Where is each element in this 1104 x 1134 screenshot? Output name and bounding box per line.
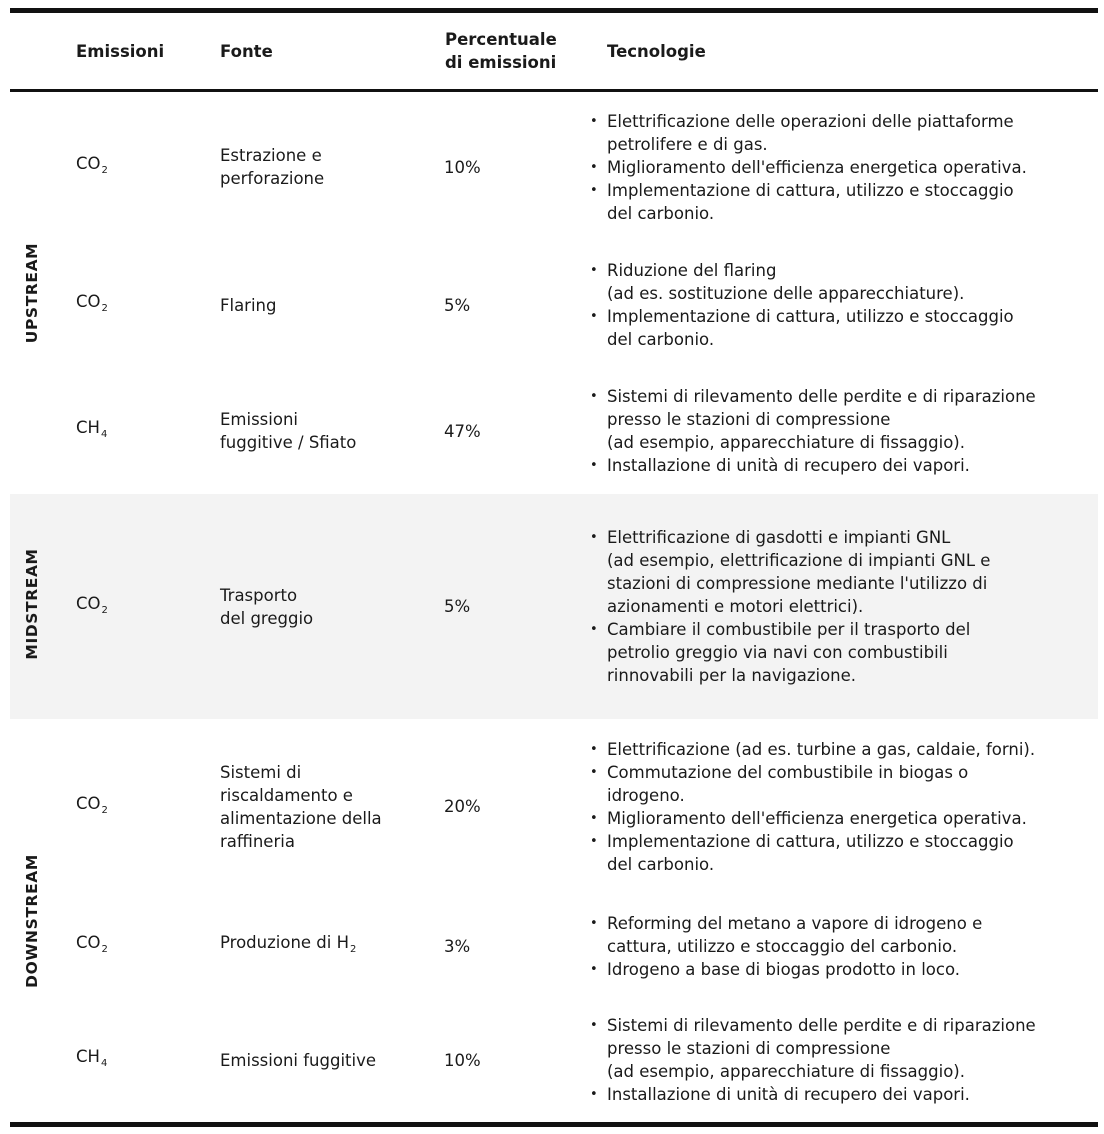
source-cell: Emissioni fuggitive bbox=[220, 1050, 377, 1070]
source-cell: Trasporto del greggio bbox=[220, 585, 314, 628]
technologies-list bbox=[584, 912, 982, 981]
section-label-text: UPSTREAM bbox=[23, 242, 41, 344]
technologies-list bbox=[584, 259, 1014, 351]
technologies-list bbox=[584, 110, 1027, 225]
gas-formula: $CO_2$ bbox=[76, 292, 108, 314]
percent-cell: 3% bbox=[444, 936, 471, 956]
emission-cell bbox=[76, 494, 206, 719]
percent-cell: 10% bbox=[444, 157, 481, 177]
list-item: • Implementazione di cattura, utilizzo e stoccaggio del carbonio. bbox=[584, 305, 1014, 351]
list-item: • Implementazione di cattura, utilizzo e stoccaggio del carbonio. bbox=[584, 179, 1027, 225]
technologies-cell bbox=[584, 894, 1098, 998]
technologies-cell bbox=[584, 92, 1098, 242]
header-percentage-line1: Percentuale bbox=[445, 30, 557, 49]
table-row bbox=[10, 368, 1098, 494]
section-downstream bbox=[10, 719, 1098, 1122]
list-item: • Implementazione di cattura, utilizzo e stoccaggio del carbonio. bbox=[584, 830, 1035, 876]
technologies-cell bbox=[584, 998, 1098, 1122]
emission-cell bbox=[76, 368, 206, 494]
table-row bbox=[10, 494, 1098, 719]
section-label-text: DOWNSTREAM bbox=[23, 854, 41, 988]
technologies-cell bbox=[584, 242, 1098, 368]
source-cell bbox=[220, 894, 430, 998]
table-header bbox=[0, 13, 1104, 89]
header-technologies: Tecnologie bbox=[607, 42, 706, 61]
list-item: • Reforming del metano a vapore di idrogeno e cattura, utilizzo e stoccaggio del carbonio. bbox=[584, 912, 982, 958]
header-percentage-line2: di emissioni bbox=[445, 53, 557, 72]
gas-formula: $CO_2$ bbox=[76, 933, 108, 955]
technologies-cell bbox=[584, 494, 1098, 719]
bottom-rule bbox=[10, 1122, 1098, 1127]
source-cell: Emissioni fuggitive / Sfiato bbox=[220, 410, 357, 452]
list-item: • Elettrificazione (ad es. turbine a gas, caldaie, forni). bbox=[584, 738, 1035, 761]
list-item: • Sistemi di rilevamento delle perdite e di riparazione presso le stazioni di compressione (ad esempio, apparecchiature di fissaggio). bbox=[584, 1014, 1036, 1083]
section-midstream bbox=[10, 494, 1098, 719]
list-item: • Riduzione del flaring (ad es. sostituzione delle apparecchiature). bbox=[584, 259, 1014, 305]
table-row bbox=[10, 719, 1098, 894]
technologies-list bbox=[584, 526, 990, 687]
list-item: • Miglioramento dell'efficienza energetica operativa. bbox=[584, 156, 1027, 179]
gas-formula: $CO_2$ bbox=[76, 154, 108, 176]
technologies-cell bbox=[584, 719, 1098, 894]
table-row bbox=[10, 92, 1098, 242]
percent-cell: 47% bbox=[444, 421, 481, 441]
emission-cell bbox=[76, 998, 206, 1122]
table-row bbox=[10, 242, 1098, 368]
gas-formula: $CO_2$ bbox=[76, 793, 108, 816]
percent-cell: 20% bbox=[444, 797, 481, 816]
percent-cell: 5% bbox=[444, 295, 471, 315]
list-item: • Sistemi di rilevamento delle perdite e di riparazione presso le stazioni di compressione (ad esempio, apparecchiature di fissaggio). bbox=[584, 385, 1036, 454]
gas-formula: $CH_4$ bbox=[76, 1047, 108, 1069]
table-row bbox=[10, 998, 1098, 1122]
gas-formula: $CH_4$ bbox=[76, 418, 108, 440]
header-percentage bbox=[445, 28, 557, 74]
emission-cell bbox=[76, 894, 206, 998]
list-item: • Installazione di unità di recupero dei vapori. bbox=[584, 454, 1036, 477]
percent-cell: 5% bbox=[444, 597, 471, 616]
technologies-cell bbox=[584, 368, 1098, 494]
percent-cell: 10% bbox=[444, 1050, 481, 1070]
technologies-list bbox=[584, 1014, 1036, 1106]
header-emissions: Emissioni bbox=[76, 42, 165, 61]
technologies-list bbox=[584, 385, 1036, 477]
list-item: • Cambiare il combustibile per il trasporto del petrolio greggio via navi con combustibili rinnovabili per la navigazione. bbox=[584, 618, 990, 687]
source-cell: Sistemi di riscaldamento e alimentazione della raffineria bbox=[220, 762, 382, 851]
header-source: Fonte bbox=[220, 42, 273, 61]
list-item: • Elettrificazione di gasdotti e impianti GNL (ad esempio, elettrificazione di impianti GNL e stazioni di compressione mediante l'utilizzo di azionamenti e motori elettrici). bbox=[584, 526, 990, 618]
list-item: • Elettrificazione delle operazioni delle piattaforme petrolifere e di gas. bbox=[584, 110, 1027, 156]
section-label-text: MIDSTREAM bbox=[23, 548, 41, 660]
list-item: • Miglioramento dell'efficienza energetica operativa. bbox=[584, 807, 1035, 830]
list-item: • Idrogeno a base di biogas prodotto in loco. bbox=[584, 958, 982, 981]
emission-cell bbox=[76, 719, 206, 894]
section-upstream bbox=[10, 92, 1098, 494]
source-text: Produzione di $H_2$ bbox=[220, 933, 357, 955]
source-cell: Estrazione e perforazione bbox=[220, 146, 325, 188]
gas-formula: $CO_2$ bbox=[76, 593, 108, 616]
technologies-list bbox=[584, 738, 1035, 876]
emission-cell bbox=[76, 92, 206, 242]
table-row bbox=[10, 894, 1098, 998]
source-cell: Flaring bbox=[220, 295, 277, 315]
list-item: • Commutazione del combustibile in biogas o idrogeno. bbox=[584, 761, 1035, 807]
emission-cell bbox=[76, 242, 206, 368]
list-item: • Installazione di unità di recupero dei vapori. bbox=[584, 1083, 1036, 1106]
